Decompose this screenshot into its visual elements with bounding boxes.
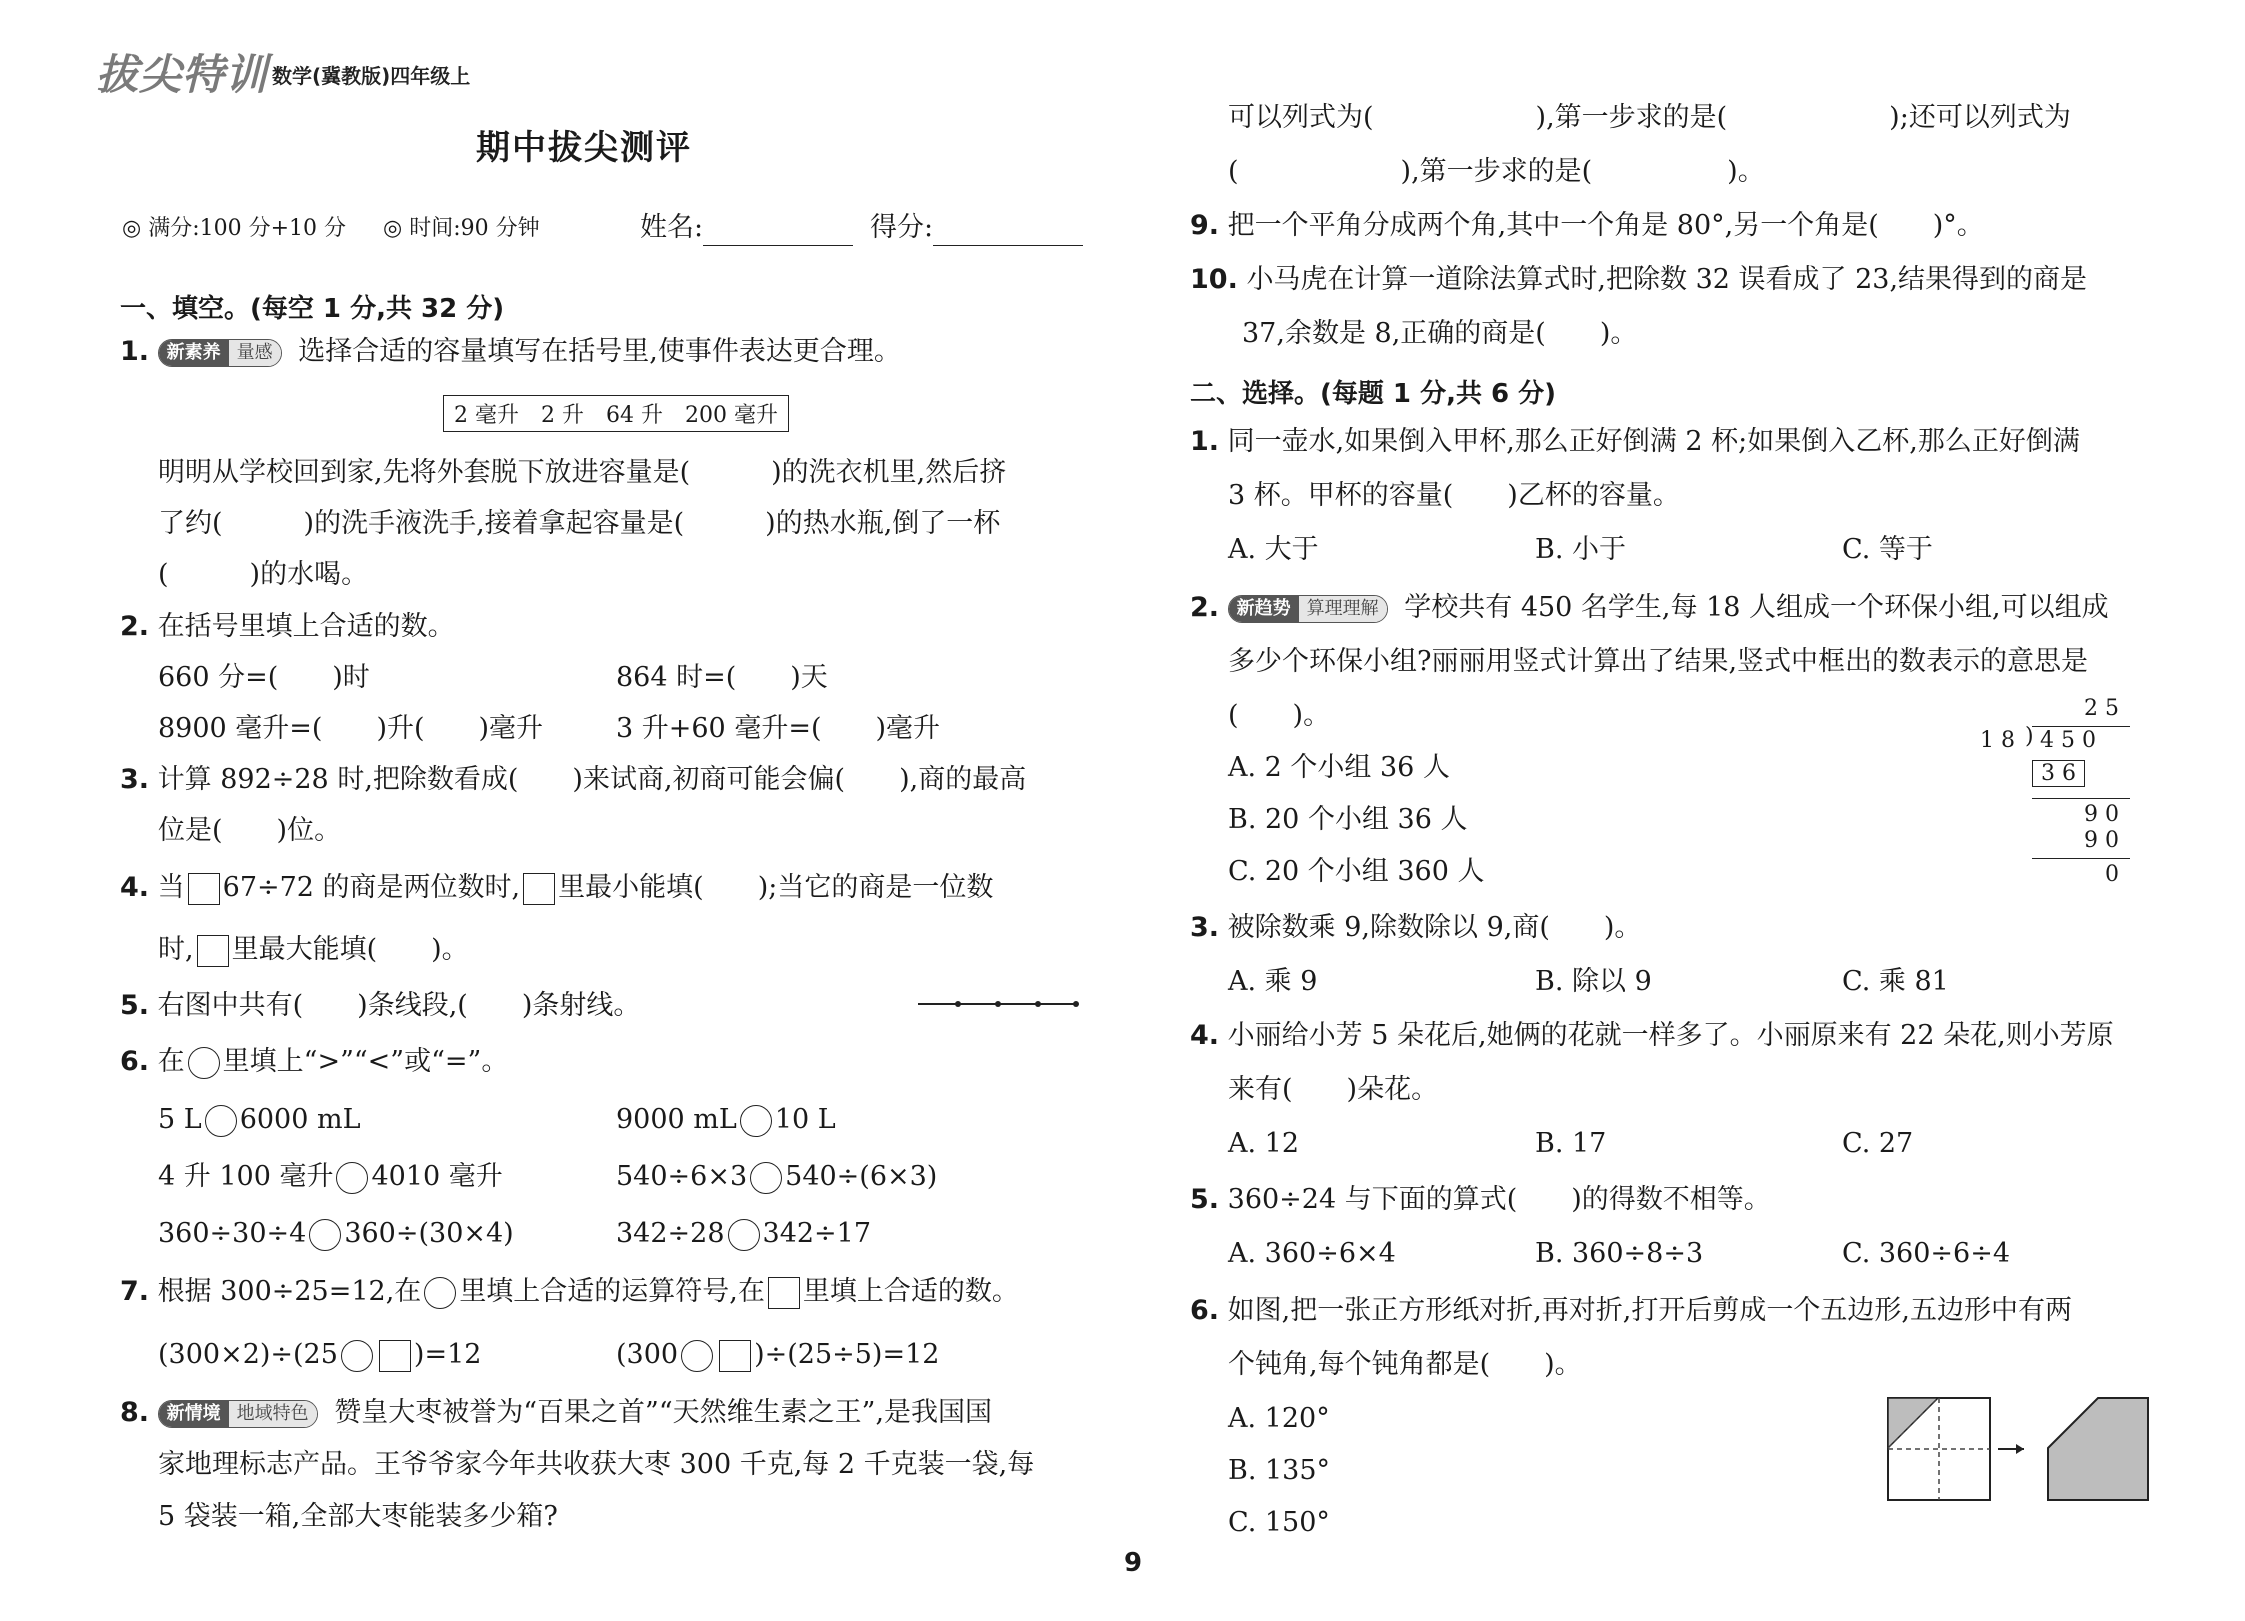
s2-q1 (1190, 424, 2080, 460)
meta-score: ◎ 满分:100 分+10 分 (122, 216, 347, 241)
compare-item: 360÷30÷4 360÷(30×4) (158, 1218, 514, 1249)
tag-secondary: 量感 (229, 340, 281, 366)
s1-q4 (120, 870, 993, 906)
q-item: 660 分=( )时 (158, 662, 370, 693)
answer-square[interactable] (523, 873, 555, 905)
q-text: 右图中共有( )条线段,( )条射线。 (157, 990, 641, 1021)
choice-b[interactable]: B. 135° (1228, 1455, 1331, 1486)
tag-primary: 新趋势 (1229, 596, 1299, 622)
compare-item: 4 升 100 毫升 4010 毫升 (158, 1161, 503, 1192)
q-text: 里最大能填( )。 (231, 934, 469, 965)
s1-q6 (120, 1044, 508, 1080)
q-text: 里填上“>”“<”或“=”。 (222, 1046, 509, 1077)
segment-ray-figure (916, 997, 1080, 1011)
operator-circle[interactable] (424, 1277, 456, 1309)
s1-q1 (120, 334, 901, 370)
compare-circle[interactable] (750, 1162, 782, 1194)
q-text: 在 (157, 1046, 185, 1077)
page-title: 期中拔尖测评 (476, 128, 692, 168)
q-number: 3. (1190, 912, 1220, 943)
answer-square[interactable] (719, 1340, 751, 1372)
q-text: 小丽给小芳 5 朵花后,她俩的花就一样多了。小丽原来有 22 朵花,则小芳原 (1227, 1020, 2114, 1051)
name-label: 姓名: (640, 212, 704, 243)
page-number: 9 (1124, 1548, 1143, 1578)
compare-item: 342÷28 342÷17 (616, 1218, 872, 1249)
s2-q5 (1190, 1182, 1771, 1218)
s1-q5 (120, 988, 640, 1024)
div-rule (2032, 858, 2130, 859)
compare-item: 540÷6×3 540÷(6×3) (616, 1161, 938, 1192)
q-text: 被除数乘 9,除数除以 9,商( )。 (1227, 912, 1642, 943)
q-line: ( )的水喝。 (158, 559, 369, 590)
compare-item: 9000 mL 10 L (616, 1104, 836, 1135)
q-number: 9. (1190, 210, 1220, 241)
score-field[interactable] (870, 210, 1083, 246)
choice-c[interactable]: C. 20 个小组 360 人 (1228, 856, 1485, 887)
div-row: 9 0 (2084, 802, 2119, 827)
compare-circle[interactable] (740, 1105, 772, 1137)
brand-logo: 拔尖特训 (96, 50, 269, 99)
compare-item: 5 L 6000 mL (158, 1104, 361, 1135)
q-number: 4. (1190, 1020, 1220, 1051)
s1-q9 (1190, 208, 1984, 244)
score-blank[interactable] (933, 217, 1083, 246)
div-row: 9 0 (2084, 828, 2119, 853)
q-item: 864 时=( )天 (616, 662, 828, 693)
expression: (300×2)÷(25 )=12 (158, 1339, 482, 1370)
paper-fold-figure (1886, 1396, 2150, 1504)
choice-a[interactable]: A. 2 个小组 36 人 (1228, 752, 1450, 783)
q-text: 赞皇大枣被誉为“百果之首”“天然维生素之王”,是我国国 (334, 1397, 993, 1428)
s1-q7 (120, 1274, 1019, 1310)
q-number: 6. (1190, 1295, 1220, 1326)
expression: (300 )÷(25÷5)=12 (616, 1339, 940, 1370)
compare-circle[interactable] (336, 1162, 368, 1194)
q-text: 里填上合适的数。 (802, 1276, 1019, 1307)
choice-a[interactable]: A. 大于 (1228, 534, 1319, 565)
choice-a[interactable]: A. 120° (1228, 1403, 1330, 1434)
q-text: 里最小能填( );当它的商是一位数 (558, 872, 994, 903)
q-line (158, 932, 469, 968)
meta-time: ◎ 时间:90 分钟 (383, 216, 540, 241)
q-number: 3. (120, 764, 150, 795)
q-number: 5. (1190, 1184, 1220, 1215)
s2-q4 (1190, 1018, 2114, 1054)
compare-circle[interactable] (188, 1047, 220, 1079)
book-subtitle: 数学(冀教版)四年级上 (272, 64, 471, 88)
choice-a[interactable]: A. 乘 9 (1228, 966, 1318, 997)
div-dividend: 4 5 0 (2040, 728, 2096, 753)
q-number: 4. (120, 872, 150, 903)
q-text: 根据 300÷25=12,在 (157, 1276, 422, 1307)
q-text: 同一壶水,如果倒入甲杯,那么正好倒满 2 杯;如果倒入乙杯,那么正好倒满 (1227, 426, 2080, 457)
q-number: 7. (120, 1276, 150, 1307)
q-line: 5 袋装一箱,全部大枣能装多少箱? (158, 1501, 558, 1532)
q-text: 学校共有 450 名学生,每 18 人组成一个环保小组,可以组成 (1404, 592, 2109, 623)
q-line: 来有( )朵花。 (1228, 1074, 1439, 1105)
q-text: 里填上合适的运算符号,在 (459, 1276, 765, 1307)
q-line: 个钝角,每个钝角都是( )。 (1228, 1349, 1582, 1380)
tag-badge (158, 339, 282, 367)
q-line: 位是( )位。 (158, 815, 342, 846)
q-number: 8. (120, 1397, 150, 1428)
choice-b[interactable]: B. 360÷8÷3 (1535, 1238, 1704, 1269)
q-item: 3 升+60 毫升=( )毫升 (616, 713, 941, 744)
operator-circle[interactable] (341, 1340, 373, 1372)
q-number: 2. (1190, 592, 1220, 623)
s2-q3 (1190, 910, 1641, 946)
s1-q8 (120, 1395, 992, 1431)
score-label: 得分: (870, 212, 934, 243)
choice-a[interactable]: A. 360÷6×4 (1228, 1238, 1396, 1269)
q-text: 67÷72 的商是两位数时, (222, 872, 521, 903)
answer-square[interactable] (379, 1340, 411, 1372)
q-text: 选择合适的容量填写在括号里,使事件表达更合理。 (298, 336, 901, 367)
q-text: 360÷24 与下面的算式( )的得数不相等。 (1227, 1184, 1771, 1215)
div-boxed-number: 3 6 (2032, 760, 2085, 787)
name-blank[interactable] (703, 217, 853, 246)
choice-b[interactable]: B. 小于 (1535, 534, 1627, 565)
tag-secondary: 算理理解 (1299, 596, 1387, 622)
answer-square[interactable] (768, 1277, 800, 1309)
s2-q6 (1190, 1293, 2072, 1329)
q-text: 把一个平角分成两个角,其中一个角是 80°,另一个角是( )°。 (1227, 210, 1984, 241)
q-text: 计算 892÷28 时,把除数看成( )来试商,初商可能会偏( ),商的最高 (157, 764, 1027, 795)
answer-square[interactable] (197, 935, 229, 967)
q-line: ( ),第一步求的是( )。 (1228, 156, 1765, 187)
q-number: 10. (1190, 264, 1238, 295)
choice-c[interactable]: C. 150° (1228, 1507, 1330, 1538)
s2-q2 (1190, 590, 2109, 626)
choice-c[interactable]: C. 27 (1842, 1128, 1914, 1159)
q-number: 1. (1190, 426, 1220, 457)
q-text: 时, (158, 934, 194, 965)
answer-square[interactable] (188, 873, 220, 905)
div-bar (2032, 726, 2130, 727)
tag-badge (1228, 595, 1388, 623)
choice-c[interactable]: C. 360÷6÷4 (1842, 1238, 2010, 1269)
s1-q3 (120, 762, 1026, 798)
q-item: 8900 毫升=( )升( )毫升 (158, 713, 544, 744)
choice-b[interactable]: B. 除以 9 (1535, 966, 1652, 997)
q-text: 当 (157, 872, 185, 903)
q-line: 明明从学校回到家,先将外套脱下放进容量是( )的洗衣机里,然后挤 (158, 457, 1007, 488)
choice-c[interactable]: C. 等于 (1842, 534, 1933, 565)
q-number: 6. (120, 1046, 150, 1077)
section2-heading: 二、选择。(每题 1 分,共 6 分) (1190, 379, 1557, 409)
tag-primary: 新素养 (159, 340, 229, 366)
capacity-options-box: 2 毫升 2 升 64 升 200 毫升 (443, 395, 789, 432)
choice-a[interactable]: A. 12 (1228, 1128, 1300, 1159)
section1-heading: 一、填空。(每空 1 分,共 32 分) (120, 294, 505, 324)
q-text: 如图,把一张正方形纸对折,再对折,打开后剪成一个五边形,五边形中有两 (1227, 1295, 2072, 1326)
q-line: 了约( )的洗手液洗手,接着拿起容量是( )的热水瓶,倒了一杯 (158, 508, 1001, 539)
operator-circle[interactable] (681, 1340, 713, 1372)
q-line: 多少个环保小组?丽丽用竖式计算出了结果,竖式中框出的数表示的意思是 (1228, 646, 2089, 677)
compare-circle[interactable] (728, 1219, 760, 1251)
choice-b[interactable]: B. 20 个小组 36 人 (1228, 804, 1468, 835)
q-line: 37,余数是 8,正确的商是( )。 (1242, 318, 1638, 349)
s1-q2 (120, 609, 455, 645)
div-bracket: ) (2025, 724, 2034, 749)
q-number: 2. (120, 611, 150, 642)
q-line: 可以列式为( ),第一步求的是( );还可以列式为 (1228, 102, 2071, 133)
q-line: 家地理标志产品。王爷爷家今年共收获大枣 300 千克,每 2 千克装一袋,每 (158, 1449, 1035, 1480)
div-row: 0 (2105, 862, 2119, 887)
tag-badge (158, 1400, 318, 1428)
q-number: 1. (120, 336, 150, 367)
compare-circle[interactable] (309, 1219, 341, 1251)
q-line: 3 杯。甲杯的容量( )乙杯的容量。 (1228, 480, 1680, 511)
q-text: 小马虎在计算一道除法算式时,把除数 32 误看成了 23,结果得到的商是 (1246, 264, 2088, 295)
div-quotient: 2 5 (2084, 696, 2119, 721)
compare-circle[interactable] (205, 1105, 237, 1137)
long-division-figure (1980, 696, 2150, 896)
q-line: ( )。 (1228, 700, 1331, 731)
choice-b[interactable]: B. 17 (1535, 1128, 1607, 1159)
choice-c[interactable]: C. 乘 81 (1842, 966, 1949, 997)
tag-primary: 新情境 (159, 1401, 229, 1427)
div-divisor: 1 8 (1980, 728, 2015, 753)
tag-secondary: 地域特色 (229, 1401, 317, 1427)
div-rule (2032, 798, 2130, 799)
q-number: 5. (120, 990, 150, 1021)
s1-q10 (1190, 262, 2087, 298)
name-field[interactable] (640, 210, 853, 246)
q-text: 在括号里填上合适的数。 (157, 611, 455, 642)
